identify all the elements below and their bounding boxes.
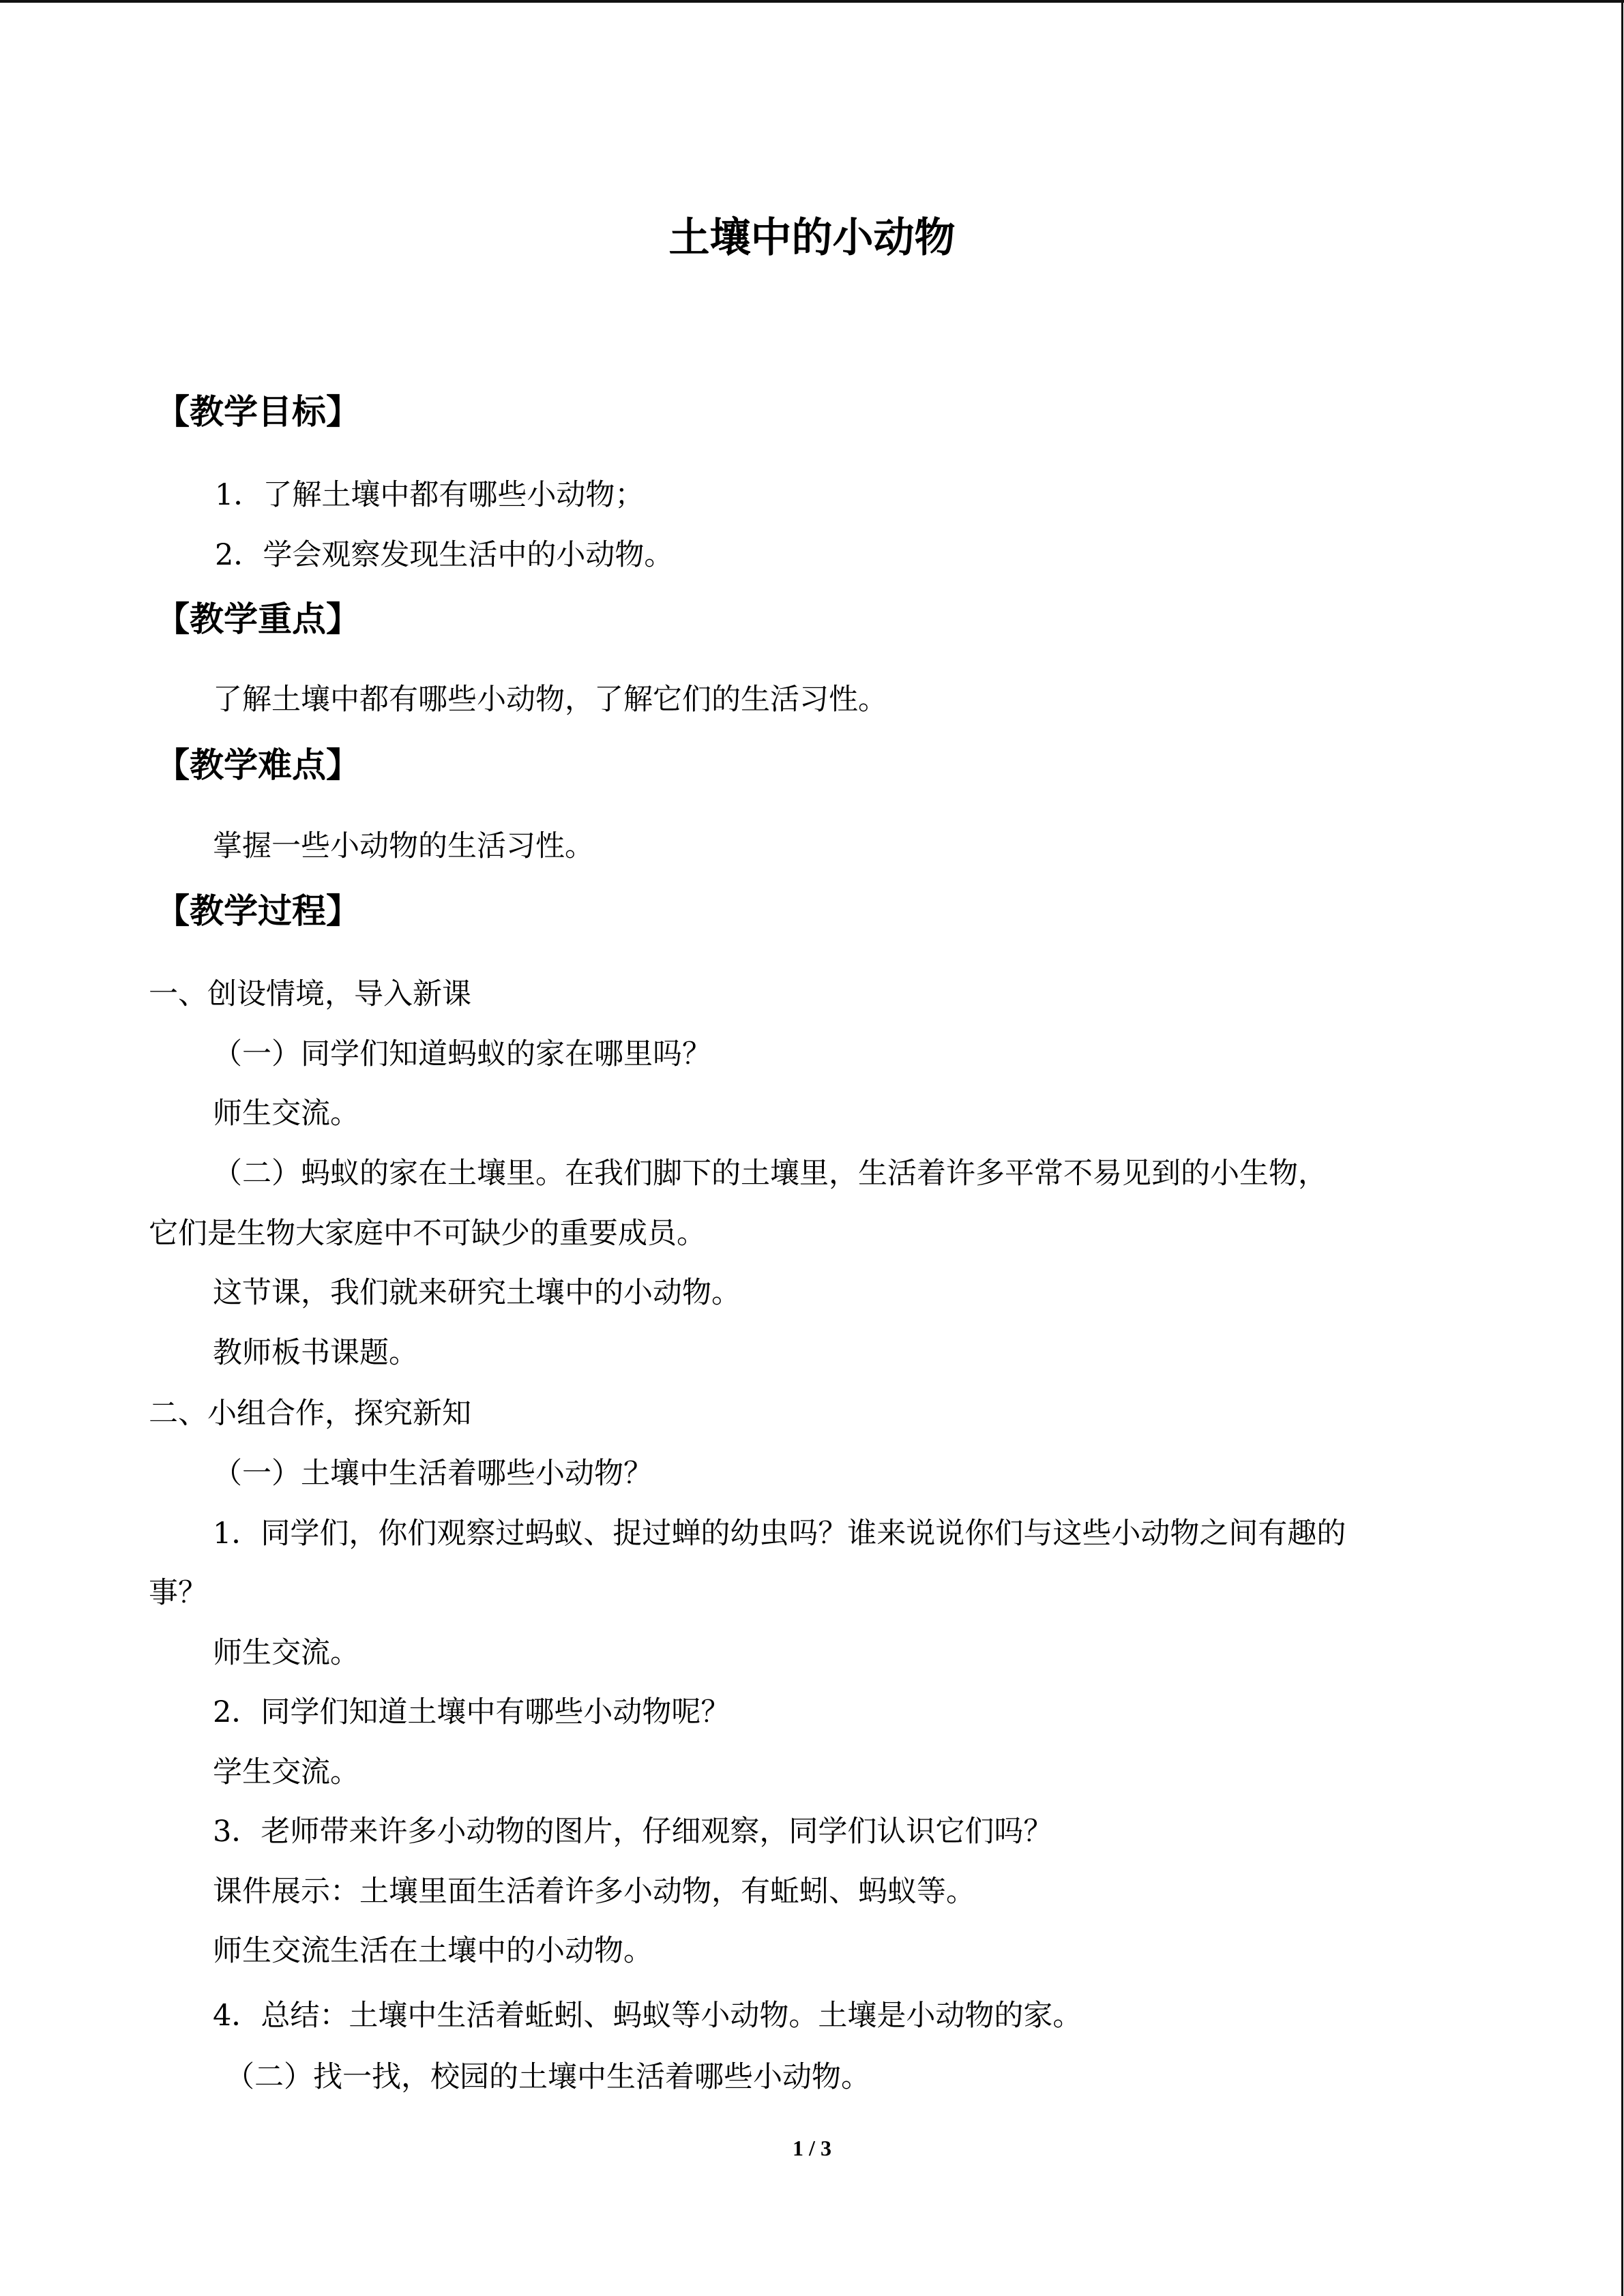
process-paragraph: （二）找一找，校园的土壤中生活着哪些小动物。 [225, 2060, 870, 2094]
process-paragraph: （一）土壤中生活着哪些小动物？ [213, 1457, 653, 1491]
process-paragraph: 师生交流。 [213, 1097, 359, 1131]
process-paragraph: 2．同学们知道土壤中有哪些小动物呢？ [213, 1695, 730, 1729]
process-step-heading: 二、小组合作，探究新知 [149, 1397, 471, 1431]
document-title: 土壤中的小动物 [668, 214, 956, 262]
key-point-paragraph: 了解土壤中都有哪些小动物，了解它们的生活习性。 [213, 683, 887, 717]
process-paragraph-continuation: 它们是生物大家庭中不可缺少的重要成员。 [149, 1217, 706, 1251]
page-indicator: 1 / 3 [793, 2136, 831, 2160]
process-paragraph-continuation: 事？ [149, 1576, 207, 1610]
process-paragraph: 4．总结：土壤中生活着蚯蚓、蚂蚁等小动物。土壤是小动物的家。 [213, 1999, 1082, 2033]
process-paragraph: （一）同学们知道蚂蚁的家在哪里吗？ [213, 1037, 711, 1071]
process-paragraph: 这节课，我们就来研究土壤中的小动物。 [213, 1276, 741, 1310]
process-paragraph: 师生交流。 [213, 1636, 359, 1670]
objective-item: 2．学会观察发现生活中的小动物。 [215, 538, 674, 572]
heading-teaching-process: 【教学过程】 [156, 891, 360, 931]
top-border-line [0, 0, 1624, 3]
process-paragraph: 3．老师带来许多小动物的图片，仔细观察，同学们认识它们吗？ [213, 1815, 1053, 1849]
difficulty-paragraph: 掌握一些小动物的生活习性。 [213, 829, 594, 863]
process-paragraph: 教师板书课题。 [213, 1336, 418, 1370]
heading-key-points: 【教学重点】 [156, 599, 360, 639]
process-step-heading: 一、创设情境，导入新课 [149, 977, 471, 1011]
process-paragraph: 学生交流。 [213, 1755, 359, 1789]
heading-teaching-objectives: 【教学目标】 [156, 392, 360, 432]
objective-item: 1．了解土壤中都有哪些小动物； [215, 478, 645, 512]
process-paragraph: 师生交流生活在土壤中的小动物。 [213, 1934, 653, 1968]
process-paragraph: 1．同学们，你们观察过蚂蚁、捉过蝉的幼虫吗？谁来说说你们与这些小动物之间有趣的 [213, 1517, 1346, 1551]
right-border-line [1621, 0, 1623, 2296]
process-paragraph: （二）蚂蚁的家在土壤里。在我们脚下的土壤里，生活着许多平常不易见到的小生物， [213, 1157, 1327, 1191]
heading-difficulties: 【教学难点】 [156, 745, 360, 785]
process-paragraph: 课件展示：土壤里面生活着许多小动物，有蚯蚓、蚂蚁等。 [213, 1875, 975, 1909]
